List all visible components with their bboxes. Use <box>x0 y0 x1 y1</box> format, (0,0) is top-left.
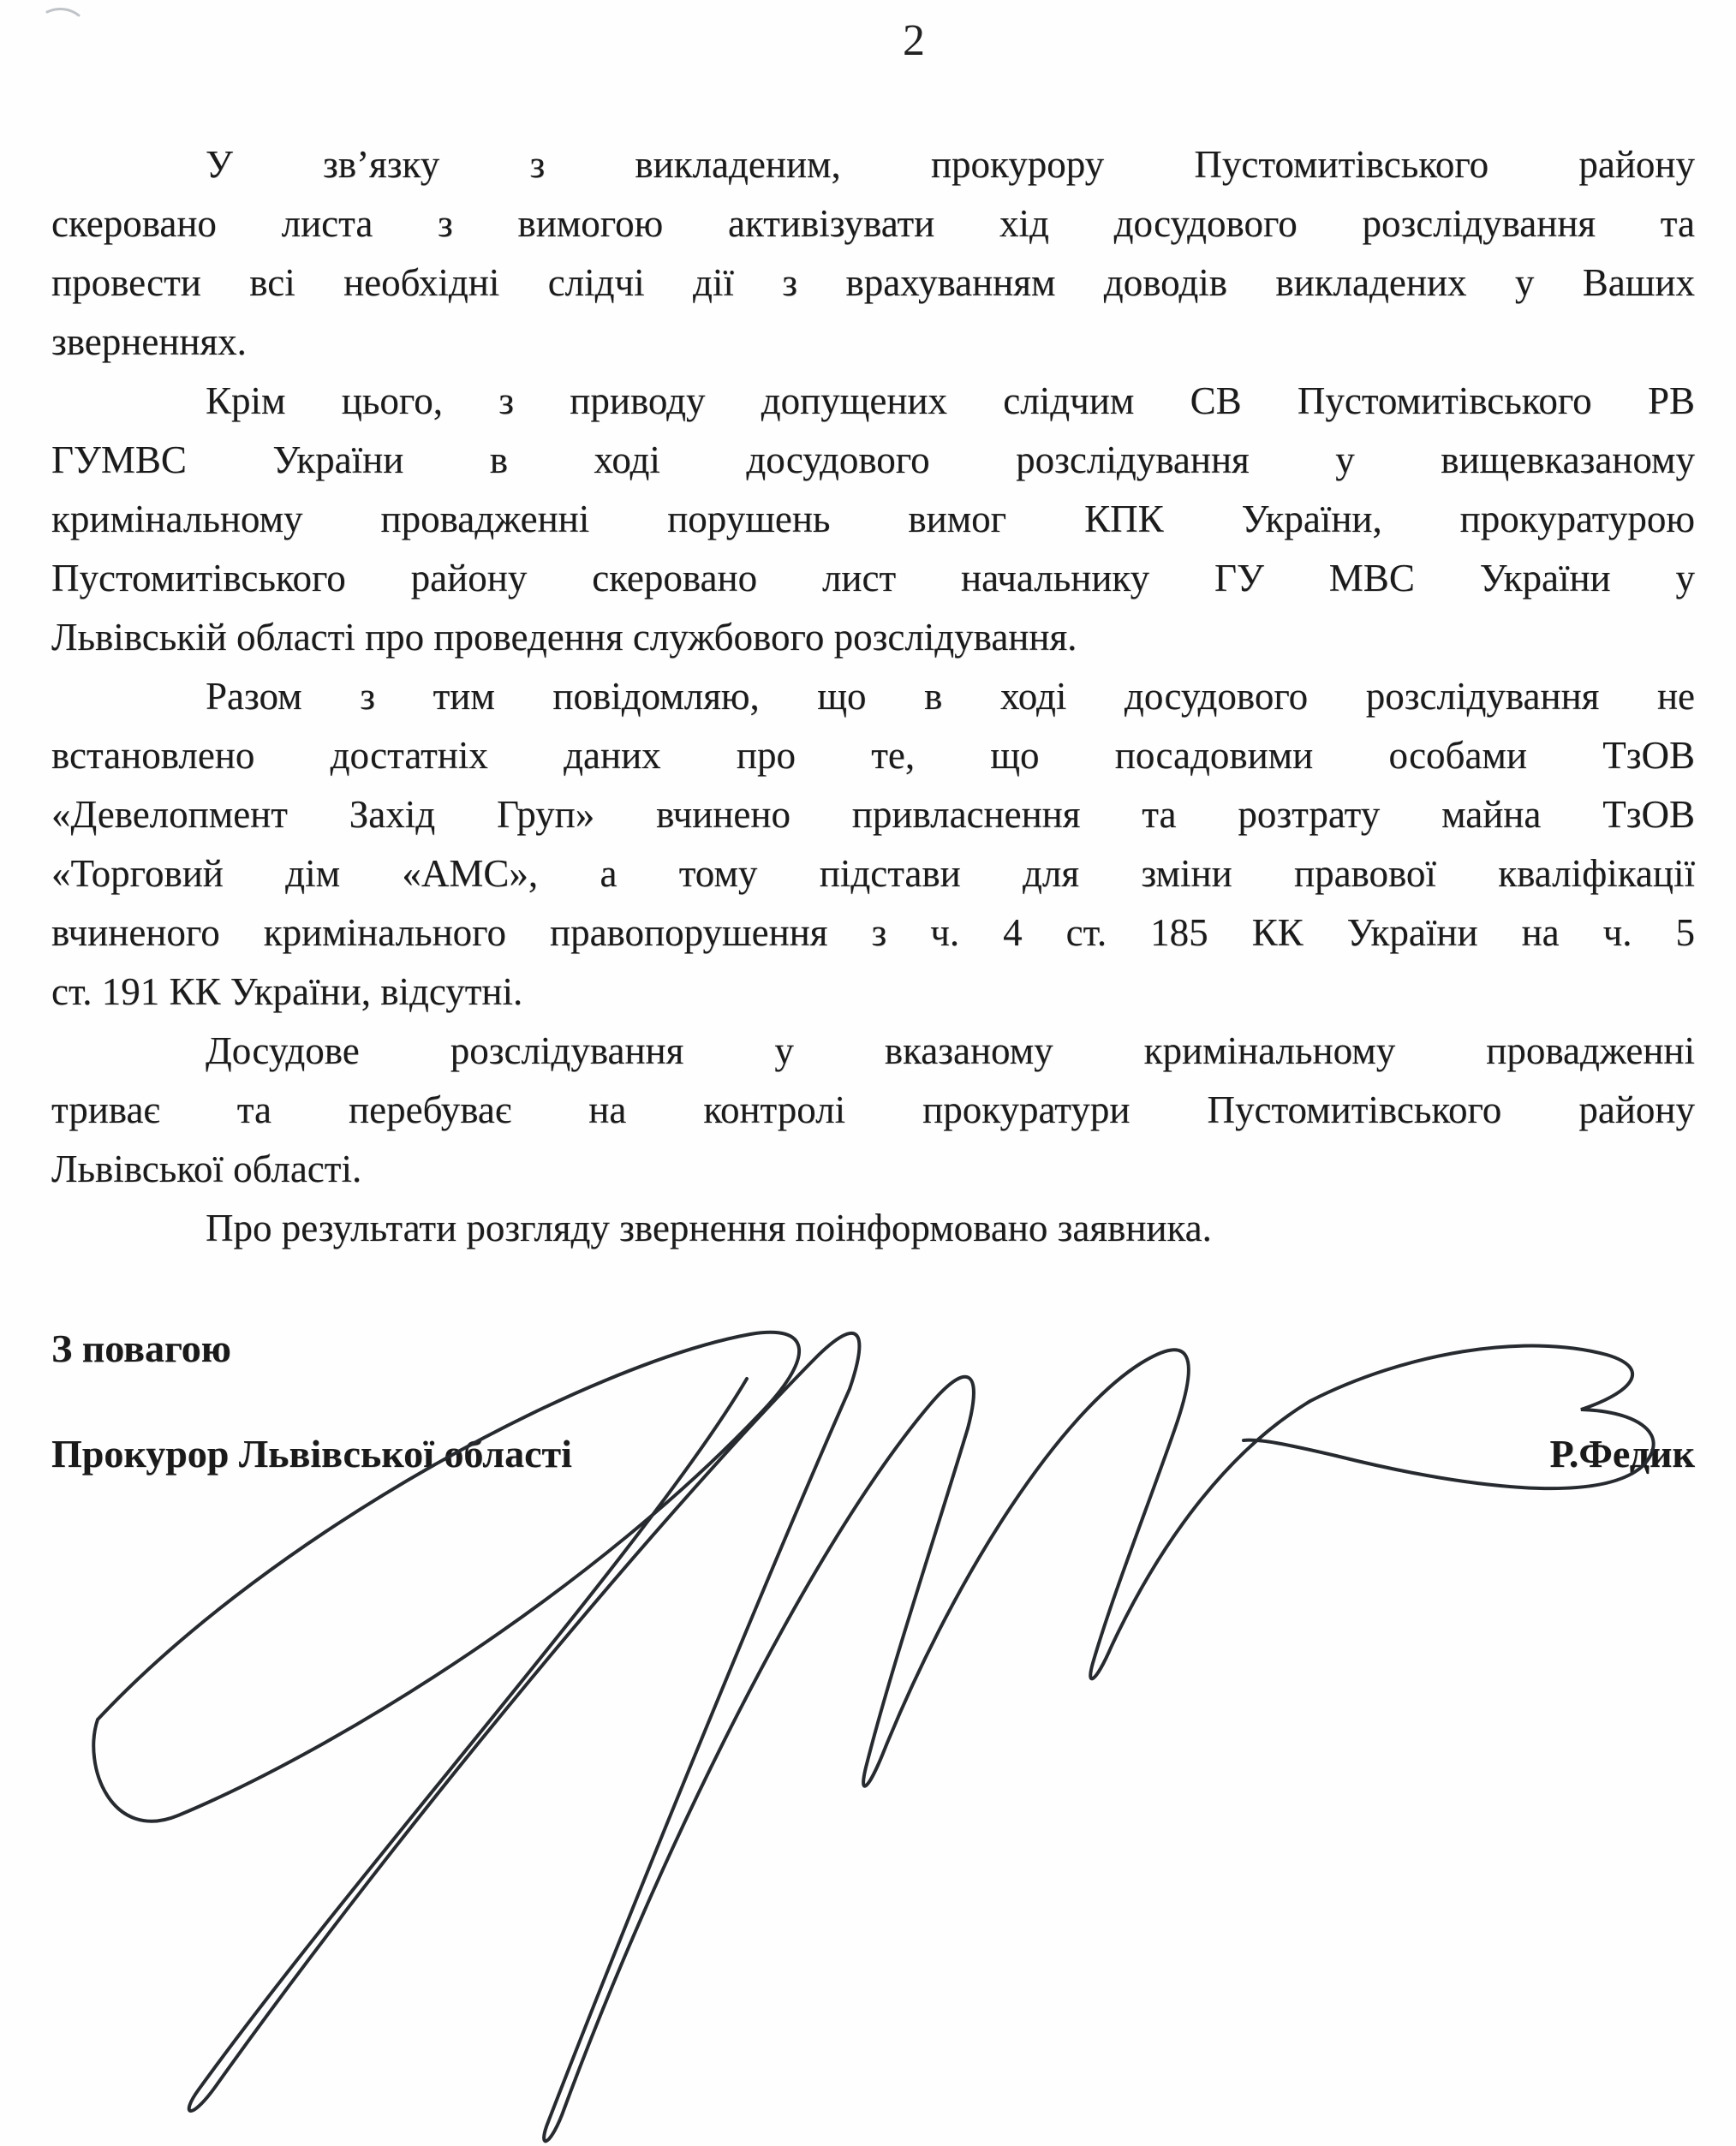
text-line: провести всі необхідні слідчі дії з врахуванням доводів викладених у Ваших <box>51 261 1695 304</box>
text-line: Досудове розслідування у вказаному кримінальному провадженні <box>206 1029 1695 1072</box>
salutation: З повагою <box>51 1326 231 1370</box>
paragraph <box>51 1199 1695 1258</box>
paragraph <box>51 1022 1695 1199</box>
page-number: 2 <box>903 16 925 65</box>
text-line: ст. 191 КК України, відсутні. <box>51 970 523 1013</box>
paragraph <box>51 135 1695 372</box>
text-line: У зв’язку з викладеним, прокурору Пустомитівського району <box>206 143 1695 186</box>
text-line: кримінальному провадженні порушень вимог КПК України, прокуратурою <box>51 498 1695 540</box>
text-line: «Торговий дім «АМС», а тому підстави для зміни правової кваліфікації <box>51 852 1695 895</box>
scan-artifact <box>47 9 79 15</box>
signer-row <box>51 1431 1695 1476</box>
text-line: ГУМВС України в ході досудового розслідування у вищевказаному <box>51 438 1695 481</box>
closing-block <box>51 1326 1695 1476</box>
text-line: зверненнях. <box>51 320 247 363</box>
text-line: вчиненого кримінального правопорушення з ч. 4 ст. 185 КК України на ч. 5 <box>51 911 1695 954</box>
paragraph <box>51 667 1695 1022</box>
text-line: триває та перебуває на контролі прокуратури Пустомитівського району <box>51 1088 1695 1131</box>
text-line: «Девелопмент Захід Груп» вчинено привласнення та розтрату майна ТзОВ <box>51 793 1695 836</box>
text-line: Львівській області про проведення службового розслідування. <box>51 616 1077 659</box>
body-paragraphs <box>51 135 1695 1258</box>
text-line: Про результати розгляду звернення поінформовано заявника. <box>206 1207 1212 1249</box>
text-line: Разом з тим повідомляю, що в ході досудового розслідування не <box>206 675 1695 718</box>
text-line: скеровано листа з вимогою активізувати хід досудового розслідування та <box>51 202 1695 245</box>
paragraph <box>51 372 1695 667</box>
text-line: Пустомитівського району скеровано лист начальнику ГУ МВС України у <box>51 557 1695 599</box>
text-line: Львівської області. <box>51 1148 362 1190</box>
text-line: встановлено достатніх даних про те, що посадовими особами ТзОВ <box>51 734 1695 777</box>
text-line: Крім цього, з приводу допущених слідчим СВ Пустомитівського РВ <box>206 379 1695 422</box>
signer-title: Прокурор Львівської області <box>51 1432 572 1475</box>
signer-name: Р.Федик <box>1549 1432 1695 1475</box>
